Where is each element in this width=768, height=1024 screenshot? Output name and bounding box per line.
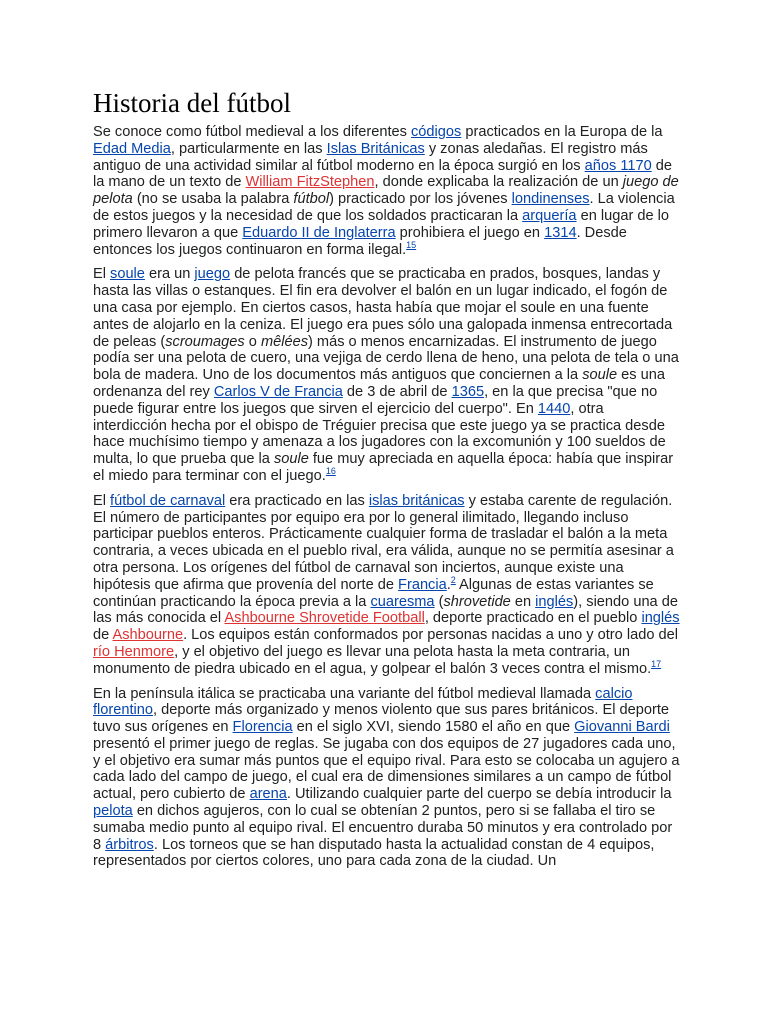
body-text: prohibiera el juego en xyxy=(395,224,545,241)
wiki-link[interactable]: árbitros xyxy=(105,836,154,853)
body-text: es una ordenanza del rey xyxy=(93,367,665,400)
body-text: , y el objetivo del juego es llevar una pelota hasta la meta contraria, un monumento de piedra ubicado en el agua, y golpear el balón 3 veces contra el mismo. xyxy=(93,643,652,677)
body-text: presentó el primer juego de reglas. Se jugaba con dos equipos de 27 jugadores cada uno, y el objetivo era sumar más puntos que el equipo rival. Para esto se colocaba un agujero a cada lado del campo de juego, el cual era de dimensiones similares a un campo de fútbol actual, pero cubierto de xyxy=(93,735,680,803)
body-text: . Los equipos están conformados por personas nacidas a uno y otro lado del xyxy=(183,627,678,644)
wiki-link-missing[interactable]: Ashbourne Shrovetide Football xyxy=(224,610,425,627)
body-text: y zonas aledañas. El registro más antiguo de una actividad similar al fútbol moderno en la época surgió en los xyxy=(93,140,648,174)
reference-sup[interactable] xyxy=(326,466,336,476)
body-text: en xyxy=(510,593,536,610)
reference-link[interactable]: 17 xyxy=(651,658,662,669)
body-text: . xyxy=(446,576,451,593)
wiki-link[interactable]: soule xyxy=(110,266,145,283)
wiki-link[interactable]: islas británicas xyxy=(368,492,465,509)
body-text: de pelota francés que se practicaba en prados, bosques, landas y hasta las villas o estanques. El fin era devolver el balón en un lugar indicado, el fogón de una casa por ejemplo. En ciertos casos, hasta había que mojar el soule en una fuente antes de alojarlo en la ceniza. El juego era pues sólo una galopada inmensa entrecortada de peleas ( xyxy=(93,266,673,350)
body-text: y estaba carente de regulación. El número de participantes por equipo era por lo general ilimitado, llegando incluso participar pueblos enteros. Prácticamente cualquier forma de trasladar el balón a la meta contraria, a veces ubicada en el pueblo rival, era válida, aunque no se permitía asesinar a otra persona. Los orígenes del fútbol de carnaval son inciertos, aunque existe una hipótesis que afirma que provenía del norte de xyxy=(93,492,674,593)
article-body xyxy=(93,86,681,878)
paragraph-calcio-florentino xyxy=(93,686,681,871)
body-text: El xyxy=(93,266,111,283)
wiki-link[interactable]: Francia xyxy=(398,576,447,593)
body-text: , deporte más organizado y menos violento que sus pares británicos. El deporte tuvo sus orígenes en xyxy=(93,702,669,736)
body-text: Algunas de estas variantes se continúan practicando la época previa a la xyxy=(93,576,654,610)
wiki-link[interactable]: inglés xyxy=(535,593,574,610)
body-text: de la mano de un texto de xyxy=(93,157,673,191)
body-text: de 3 de abril de xyxy=(342,383,452,400)
body-text: Se conoce como fútbol medieval a los diferentes xyxy=(93,124,411,140)
wiki-link[interactable]: Islas Británicas xyxy=(326,140,425,157)
paragraph-carnival-football xyxy=(93,493,681,678)
paragraph-soule xyxy=(93,266,681,484)
wiki-link[interactable]: años 1170 xyxy=(584,157,652,174)
wiki-link[interactable]: pelota xyxy=(93,803,133,820)
body-text: . Utilizando cualquier parte del cuerpo se debía introducir la xyxy=(286,786,672,803)
body-text: en el siglo XVI, siendo 1580 el año en que xyxy=(292,719,575,736)
page-title: Historia del fútbol xyxy=(93,88,291,118)
wiki-link[interactable]: juego xyxy=(194,266,231,283)
wiki-link[interactable]: 1365 xyxy=(451,383,485,400)
wiki-link[interactable]: códigos xyxy=(411,124,462,140)
body-text: en lugar de lo primero llevaron a que xyxy=(93,207,670,241)
body-text: En la península itálica se practicaba una variante del fútbol medieval llamada xyxy=(93,685,596,702)
body-text: . Desde entonces los juegos continuaron en forma ilegal. xyxy=(93,224,627,258)
body-text: , otra interdicción hecha por el obispo de Tréguier precisa que este juego ya se practica desde hace muchísimo tiempo y amenaza a los jugadores con la excomunión y 100 sueldos de multa, lo que prueba que la xyxy=(93,400,666,468)
body-text: El xyxy=(93,492,111,509)
body-text: en dichos agujeros, con lo cual se obtenían 2 puntos, pero si se fallaba el tiro se sumaba medio punto al equipo rival. El encuentro duraba 50 minutos y era controlado por 8 xyxy=(93,803,673,853)
reference-link[interactable]: 15 xyxy=(406,239,417,250)
paragraph-medieval-football xyxy=(93,124,681,258)
italic-text: juego de pelota xyxy=(93,174,679,208)
body-text: ) practicado por los jóvenes xyxy=(329,191,512,208)
wiki-link[interactable]: arquería xyxy=(522,207,577,224)
wiki-link[interactable]: Florencia xyxy=(232,719,293,736)
wiki-link[interactable]: Edad Media xyxy=(93,140,171,157)
wiki-link[interactable]: cuaresma xyxy=(370,593,435,610)
wiki-link[interactable]: londinenses xyxy=(511,191,590,208)
body-text: ), siendo una de las más conocida el xyxy=(93,593,678,627)
body-text: ) más o menos encarnizadas. El instrumento de juego podía ser una pelota de cuero, una vejiga de cerdo llena de heno, una pelota de tela o una bola de madera. Uno de los documentos más antiguos que conciernen a la xyxy=(93,333,679,384)
body-text: . La violencia de estos juegos y la necesidad de que los soldados practicaran la xyxy=(93,191,675,224)
italic-text: mêlées xyxy=(260,333,308,350)
body-text: practicados en la Europa de la xyxy=(461,124,663,140)
wiki-link-missing[interactable]: Ashbourne xyxy=(112,627,184,644)
body-text: de xyxy=(93,627,113,644)
wiki-link[interactable]: 1440 xyxy=(537,400,571,417)
italic-text: soule xyxy=(273,451,309,468)
body-text: fue muy apreciada en aquella época: había que inspirar el miedo para terminar con el juego. xyxy=(93,451,674,484)
body-text: , deporte practicado en el pueblo xyxy=(424,610,642,627)
italic-text: scroumages xyxy=(165,333,245,350)
body-text: . Los torneos que se han disputado hasta la actualidad constan de 4 equipos, representados por ciertos colores, uno para cada zona de la ciudad. Un xyxy=(93,836,655,870)
reference-link[interactable]: 2 xyxy=(450,574,456,585)
wiki-link-missing[interactable]: William FitzStephen xyxy=(245,174,375,191)
body-text: era practicado en las xyxy=(225,492,369,509)
wiki-link[interactable]: arena xyxy=(249,786,287,803)
wiki-link-missing[interactable]: río Henmore xyxy=(93,643,175,660)
wiki-link[interactable]: Eduardo II de Inglaterra xyxy=(242,224,396,241)
wiki-link[interactable]: calcio florentino xyxy=(93,685,633,719)
wiki-link[interactable]: 1314 xyxy=(544,224,577,241)
reference-sup[interactable] xyxy=(406,240,416,250)
body-text: , donde explicaba la realización de un xyxy=(374,174,623,191)
italic-text: shrovetide xyxy=(443,593,511,610)
body-text: (no se usaba la palabra xyxy=(132,191,294,208)
body-text: , particularmente en las xyxy=(170,140,327,157)
italic-text: soule xyxy=(582,367,618,384)
wiki-link[interactable]: inglés xyxy=(641,610,680,627)
italic-text: fútbol xyxy=(293,191,330,208)
wiki-link[interactable]: fútbol de carnaval xyxy=(110,492,226,509)
wiki-link[interactable]: Giovanni Bardi xyxy=(574,719,670,736)
reference-sup[interactable] xyxy=(651,659,661,669)
body-text: o xyxy=(244,333,261,350)
wiki-link[interactable]: Carlos V de Francia xyxy=(213,383,343,400)
reference-link[interactable]: 16 xyxy=(325,466,336,477)
body-text: , en la que precisa "que no puede figurar entre los juegos que sirven el ejercicio del cuerpo". En xyxy=(93,383,658,417)
body-text: ( xyxy=(434,593,444,610)
body-text: era un xyxy=(144,266,195,283)
